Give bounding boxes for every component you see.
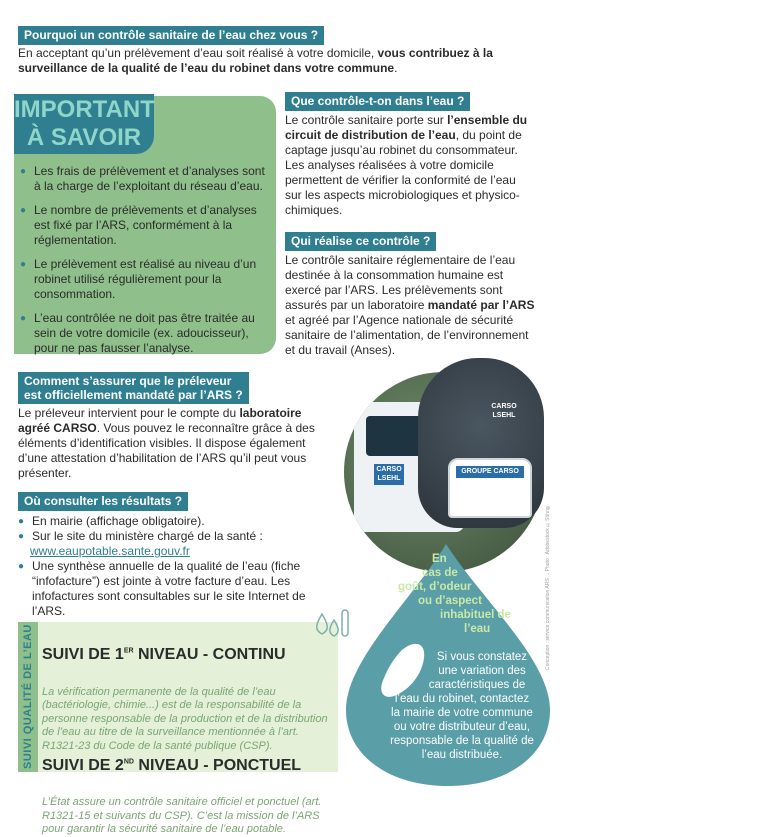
consult-item: ● En mairie (affichage obligatoire). <box>18 514 205 528</box>
important-list <box>20 164 270 356</box>
important-item: ● Les frais de prélèvement et d’analyses sont à la charge de l’exploitant du réseau d’eau. <box>20 164 265 193</box>
suivi-level1-heading: SUIVI DE 1ER NIVEAU - CONTINU <box>42 646 286 664</box>
important-item: ● Le prélèvement est réalisé au niveau d’un robinet utilisé régulièrement pour la consommation. <box>20 257 257 301</box>
important-title <box>14 94 154 154</box>
pourquoi-text-end: . <box>394 61 398 75</box>
section-title-pourquoi: Pourquoi un contrôle sanitaire de l’eau chez vous ? <box>18 26 324 45</box>
suivi-content <box>42 625 332 837</box>
section-text-que-controle: Le contrôle sanitaire porte sur l’ensemble du circuit de distribution de l’eau, du point de captage jusqu’au robinet du consommateur. Les analyses réalisées à votre domicile permettent de vérifier la conformité de l’eau sur les aspects microbiologiques et physico-chimiques. <box>285 113 528 217</box>
suivi-level2-heading: SUIVI DE 2ND NIVEAU - PONCTUEL <box>42 757 302 775</box>
section-title-ou-consulter: Où consulter les résultats ? <box>18 492 188 511</box>
suivi-level2-text: L’État assure un contrôle sanitaire officiel et ponctuel (art. R1321-15 et suivants du CSP). C’est la mission de l’ARS pour garantir la sécurité sanitaire de l’eau potable. <box>42 796 322 836</box>
water-drop-icon: ● <box>18 561 25 572</box>
important-item: ● Le nombre de prélèvements et d’analyses est fixé par l’ARS, conformément à la réglementation. <box>20 203 257 247</box>
van-window <box>366 416 426 456</box>
water-drop-icon: ● <box>20 166 27 177</box>
jacket-logo: CARSO LSEHL <box>491 403 517 419</box>
pourquoi-text-a: En acceptant qu’un prélèvement d’eau soit réalisé à votre domicile, <box>18 46 378 60</box>
section-text-pourquoi <box>18 46 538 76</box>
sante-gouv-link[interactable]: www.eaupotable.sante.gouv.fr <box>30 544 190 558</box>
section-text-comment: Le préleveur intervient pour le compte du laboratoire agréé CARSO. Vous pouvez le reconnaître grâce à des éléments d’identification visibles. Il dispose également d’une attestation d’habilitation de l’ARS qu’il peut vous présenter. <box>18 406 315 480</box>
credit-text: Conception : service communication ARS ... Photo : Adobestock ©Shhng <box>545 506 551 670</box>
water-drop-icon: ● <box>20 205 27 216</box>
section-text-qui-realise: Le contrôle sanitaire réglementaire de l’eau destinée à la consommation humaine est exercé par l’ARS. Les prélèvements sont assurés par un laboratoire mandaté par l’ARS et agréé par l’Agence nationale de sécurité sanitaire de l’alimentation, de l’environnement et du travail (Anses). <box>285 253 535 357</box>
consult-item: ● Sur le site du ministère chargé de la santé : <box>18 529 263 543</box>
water-drop-icon: ● <box>18 531 25 542</box>
van-rear <box>448 458 532 518</box>
important-title-line2: À SAVOIR <box>26 124 142 151</box>
important-item: ● L’eau contrôlée ne doit pas être traitée au sein de votre domicile (ex. adoucisseur), pour ne pas fausser l’analyse. <box>20 311 255 355</box>
pourquoi-text-bold: vous contribuez à la surveillance de la qualité de l’eau du robinet dans votre commune <box>18 46 493 75</box>
drop-green-text: En cas de goût, d’odeur ou d’aspect inhabituel de l’eau <box>398 553 511 635</box>
important-title-line1: IMPORTANT <box>14 96 155 123</box>
suivi-level1-text: La vérification permanente de la qualité de l’eau (bactériologie, chimie...) est de la responsabilité de la personne responsable de la production et de la distribution de l’eau au titre de la surveillance mentionnée à l’art. R1321-23 du Code de la santé publique (CSP). <box>42 685 328 752</box>
section-title-que-controle: Que contrôle-t-on dans l’eau ? <box>285 92 470 111</box>
water-drop-icon: ● <box>20 259 27 270</box>
section-title-comment: Comment s’assurer que le préleveur est officiellement mandaté par l’ARS ? <box>18 372 249 404</box>
section-title-qui-realise: Qui réalise ce contrôle ? <box>285 232 436 251</box>
suivi-side-label: SUIVI QUALITÉ DE L’EAU <box>18 622 38 772</box>
car-logo: CARSO LSEHL <box>374 464 404 485</box>
drop-white-text: Si vous constatez une variation des caractéristiques de l’eau du robinet, contactez la mairie de votre commune ou votre distributeur d’eau, responsable de la qualité de l’eau distribuée. <box>390 651 534 761</box>
section-list-ou-consulter <box>18 514 336 619</box>
water-drop-icon: ● <box>18 516 25 527</box>
water-drop-icon: ● <box>20 313 27 324</box>
van-badge: GROUPE CARSO <box>456 466 524 478</box>
consult-item: ● Une synthèse annuelle de la qualité de l’eau (fiche “infofacture”) est jointe à votre facture d’eau. Les infofactures sont consultables sur le site Internet de l’ARS. <box>18 559 306 618</box>
